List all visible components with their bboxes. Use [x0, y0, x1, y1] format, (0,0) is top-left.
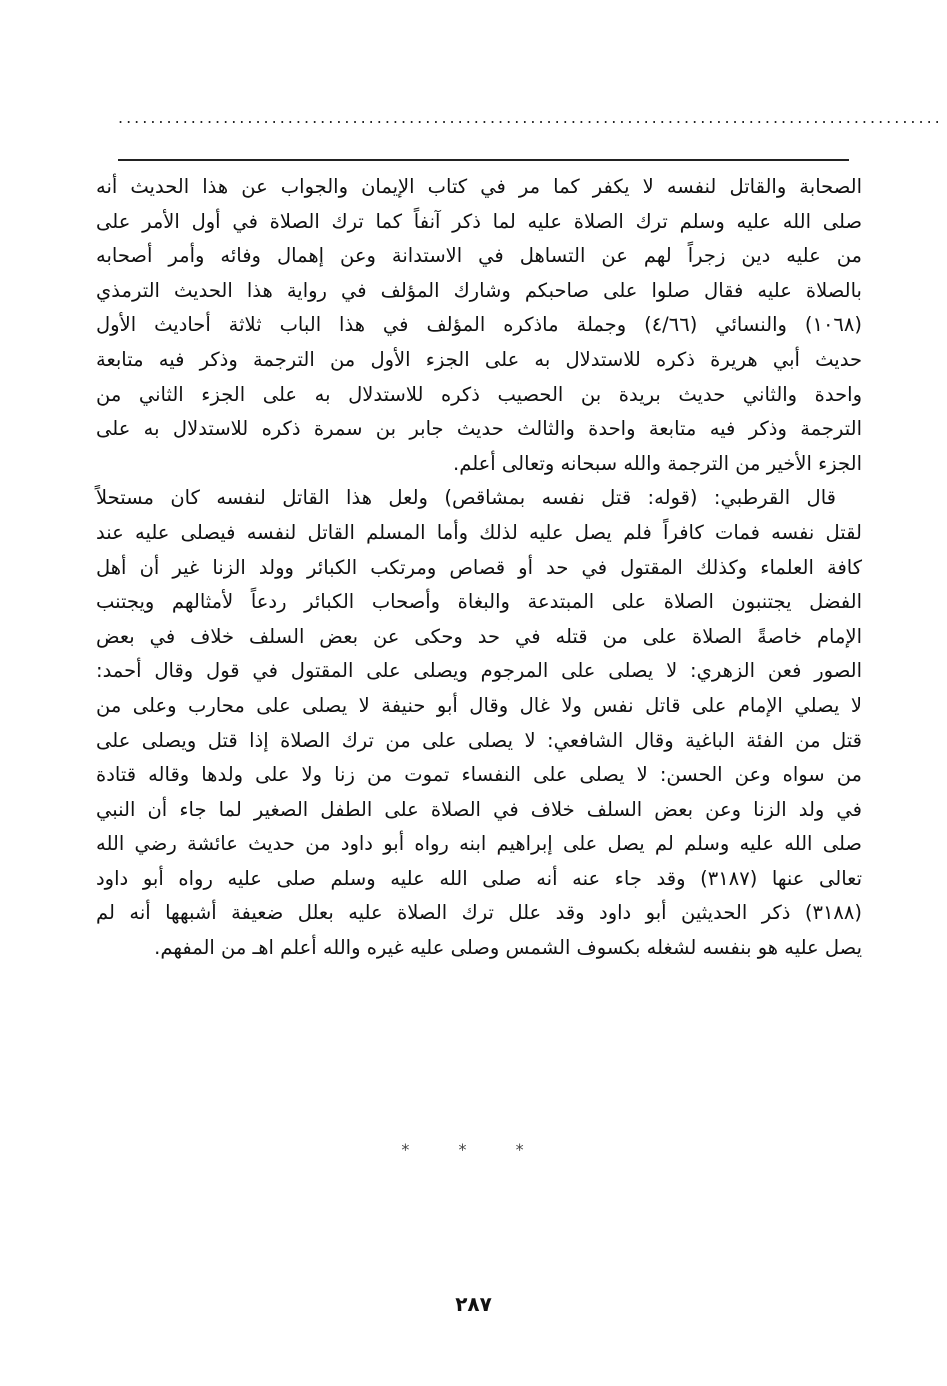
text-line: كافة العلماء وكذلك المقتول في حد أو قصاص ومرتكب الكبائر وولد الزنا غير أن أهل: [96, 555, 862, 579]
text-line: قتل من الفئة الباغية وقال الشافعي: لا يصلى على من ترك الصلاة إذا قتل ويصلى على: [96, 728, 862, 752]
text-line: في ولد الزنا وعن بعض السلف خلاف في الصلاة على الطفل الصغير لما جاء أن النبي: [96, 797, 862, 821]
text-line: لقتل نفسه فمات كافراً فلم يصل عليه لذلك وأما المسلم القاتل لنفسه فيصلى عليه عند: [96, 520, 862, 544]
text-line: الصور فعن الزهري: لا يصلى على المرجوم ويصلى على المقتول في قول وقال أحمد:: [96, 659, 862, 683]
header-dotted-line: ......................................................................................................: [118, 108, 943, 127]
text-line: من عليه دين زجراً لهم عن التساهل في الاستدانة وعن إهمال وفائه وأمر أصحابه: [96, 244, 862, 268]
text-line: الإمام خاصةً الصلاة على من قتله في حد وحكى عن بعض السلف خلاف في بعض: [96, 624, 862, 648]
text-line: قال القرطبي: (قوله: قتل نفسه بمشاقص) ولعل هذا القاتل لنفسه كان مستحلاً: [96, 486, 836, 510]
text-line: (١٠٦٨) والنسائي (٤/٦٦) وجملة ماذكره المؤلف في هذا الباب ثلاثة أحاديث الأول: [96, 313, 862, 337]
paragraph: [96, 170, 862, 481]
text-line: الجزء الأخير من الترجمة والله سبحانه وتعالى أعلم.: [453, 451, 862, 475]
text-line: بالصلاة عليه فقال صلوا على صاحبكم وشارك المؤلف في رواية هذا الحديث الترمذي: [96, 278, 862, 302]
text-line: من سواه وعن الحسن: لا يصلى على النفساء تموت من زنا ولا على ولدها وقاله قتادة: [96, 763, 862, 787]
page-body: [96, 170, 862, 966]
paragraph: [96, 481, 862, 965]
text-line: الفضل يجتنبون الصلاة على المبتدعة والبغاة وأصحاب الكبائر ردعاً لأمثالهم ويجتنب: [96, 590, 862, 614]
section-separator: * * *: [401, 1140, 546, 1159]
text-line: الترجمة وذكر فيه متابعة واحدة والثالث حديث جابر بن سمرة ذكره للاستدلال به على: [96, 417, 862, 441]
text-line: صلى الله عليه وسلم لم يصل على إبراهيم ابنه رواه أبو داود من حديث عائشة رضي الله: [96, 832, 862, 856]
text-line: يصل عليه هو بنفسه لشغله بكسوف الشمس وصلى عليه غيره والله أعلم اهـ من المفهم.: [154, 936, 862, 960]
text-line: واحدة والثاني حديث بريدة بن الحصيب ذكره للاستدلال به على الجزء الثاني من: [96, 382, 862, 406]
header-rule: [118, 159, 849, 161]
text-line: الصحابة والقاتل لنفسه لا يكفر كما مر في كتاب الإيمان والجواب عن هذا الحديث أنه: [96, 175, 862, 198]
text-line: صلى الله عليه وسلم ترك الصلاة عليه لما ذكر آنفاً كما ترك الصلاة في أول الأمر على: [96, 209, 862, 233]
text-line: تعالى عنها (٣١٨٧) وقد جاء عنه أنه صلى الله عليه وسلم صلى عليه رواه أبو داود: [96, 866, 862, 890]
text-line: حديث أبي هريرة ذكره للاستدلال به على الجزء الأول من الترجمة وذكر فيه متابعة: [96, 347, 862, 371]
text-line: (٣١٨٨) ذكر الحديثين أبو داود وقد علل ترك الصلاة عليه بعلل ضعيفة أشبهها أنه لم: [96, 901, 862, 925]
text-line: لا يصلي الإمام على قاتل نفس ولا غال وقال أبو حنيفة لا يصلى على محارب وعلى من: [96, 693, 862, 717]
page-number: ٢٨٧: [455, 1292, 492, 1316]
